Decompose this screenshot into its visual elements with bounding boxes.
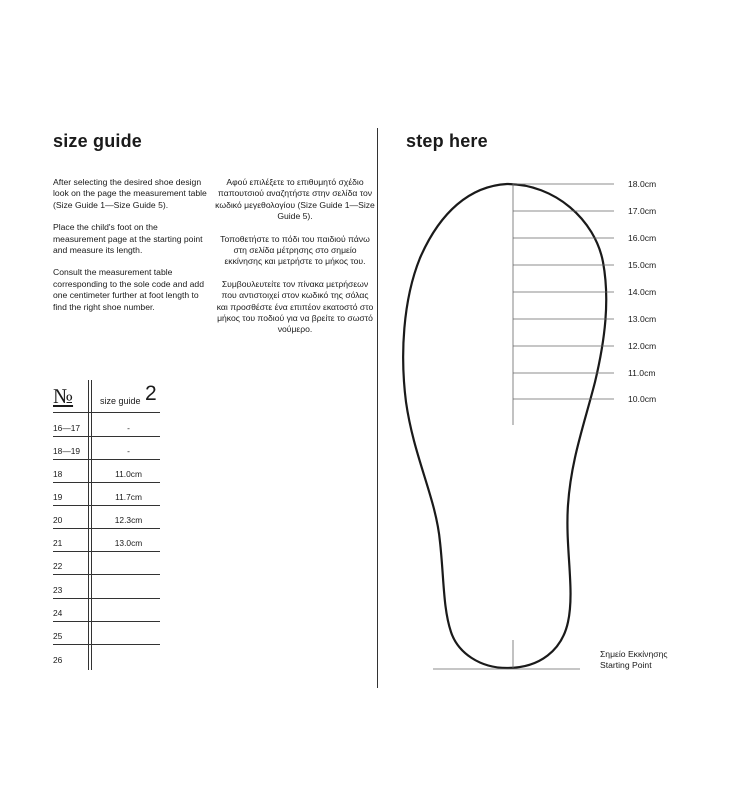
foot-sole-outline [403, 184, 606, 668]
scale-label: 18.0cm [628, 179, 657, 189]
scale-label: 12.0cm [628, 341, 657, 351]
table-size-cell: 22 [53, 561, 63, 571]
greek-paragraph: Τοποθετήστε το πόδι του παιδιού πάνω στη σελίδα μέτρησης στο σημείο εκκίνησης και μετρήστε το μήκος του. [220, 233, 370, 267]
size-guide-title: size guide [53, 131, 143, 151]
english-paragraph: Place the child's foot on the measurement page at the starting point and measure its length. [53, 222, 203, 256]
starting-point-english: Starting Point [600, 660, 652, 670]
table-size-cell: 25 [53, 631, 63, 641]
english-paragraph: Consult the measurement table corresponding to the sole code and add one centimeter further at foot length to find the right shoe number. [53, 267, 204, 312]
table-length-cell: 13.0cm [114, 538, 143, 548]
step-here-title: step here [406, 131, 488, 151]
starting-point-greek: Σημείο Εκκίνησης [600, 649, 668, 659]
scale-label: 16.0cm [628, 233, 657, 243]
number-sign-header: № [53, 384, 74, 408]
table-length-cell: - [127, 423, 130, 433]
greek-paragraph: Αφού επιλέξετε το επιθυμητό σχέδιο παπουτσιού αναζητήστε στην σελίδα τον κωδικό μεγεθολογίου (Size Guide 1—Size Guide 5). [215, 177, 375, 222]
table-size-cell: 23 [53, 585, 63, 595]
scale-label: 10.0cm [628, 394, 657, 404]
table-size-cell: 26 [53, 655, 63, 665]
scale-label: 17.0cm [628, 206, 657, 216]
scale-label: 13.0cm [628, 314, 657, 324]
table-size-cell: 18 [53, 469, 63, 479]
starting-point-label [600, 649, 668, 671]
scale-label: 11.0cm [628, 368, 656, 378]
size-guide-header-number: 2 [145, 382, 157, 405]
table-length-cell: 11.7cm [115, 492, 142, 502]
english-paragraph: After selecting the desired shoe design look on the page the measurement table (Size Guide 1—Size Guide 5). [53, 177, 207, 210]
size-guide-header-text: size guide [100, 396, 141, 406]
table-length-cell: - [127, 446, 130, 456]
table-size-cell: 19 [53, 492, 63, 502]
table-length-cell: 12.3cm [114, 515, 143, 525]
table-size-cell: 24 [53, 608, 63, 618]
table-size-cell: 18—19 [53, 446, 81, 456]
table-size-cell: 16—17 [53, 423, 81, 433]
scale-label: 14.0cm [628, 287, 657, 297]
scale-label: 15.0cm [628, 260, 657, 270]
greek-paragraph: Συμβουλευτείτε τον πίνακα μετρήσεων που αντιστοιχεί στον κωδικό της σόλας και προσθέστε ένα επιπέον εκατοστό στο μήκος του ποδιού για να βρείτε το σωστό νούμερο. [216, 278, 374, 335]
table-size-cell: 21 [53, 538, 63, 548]
table-size-cell: 20 [53, 515, 63, 525]
table-length-cell: 11.0cm [115, 469, 142, 479]
